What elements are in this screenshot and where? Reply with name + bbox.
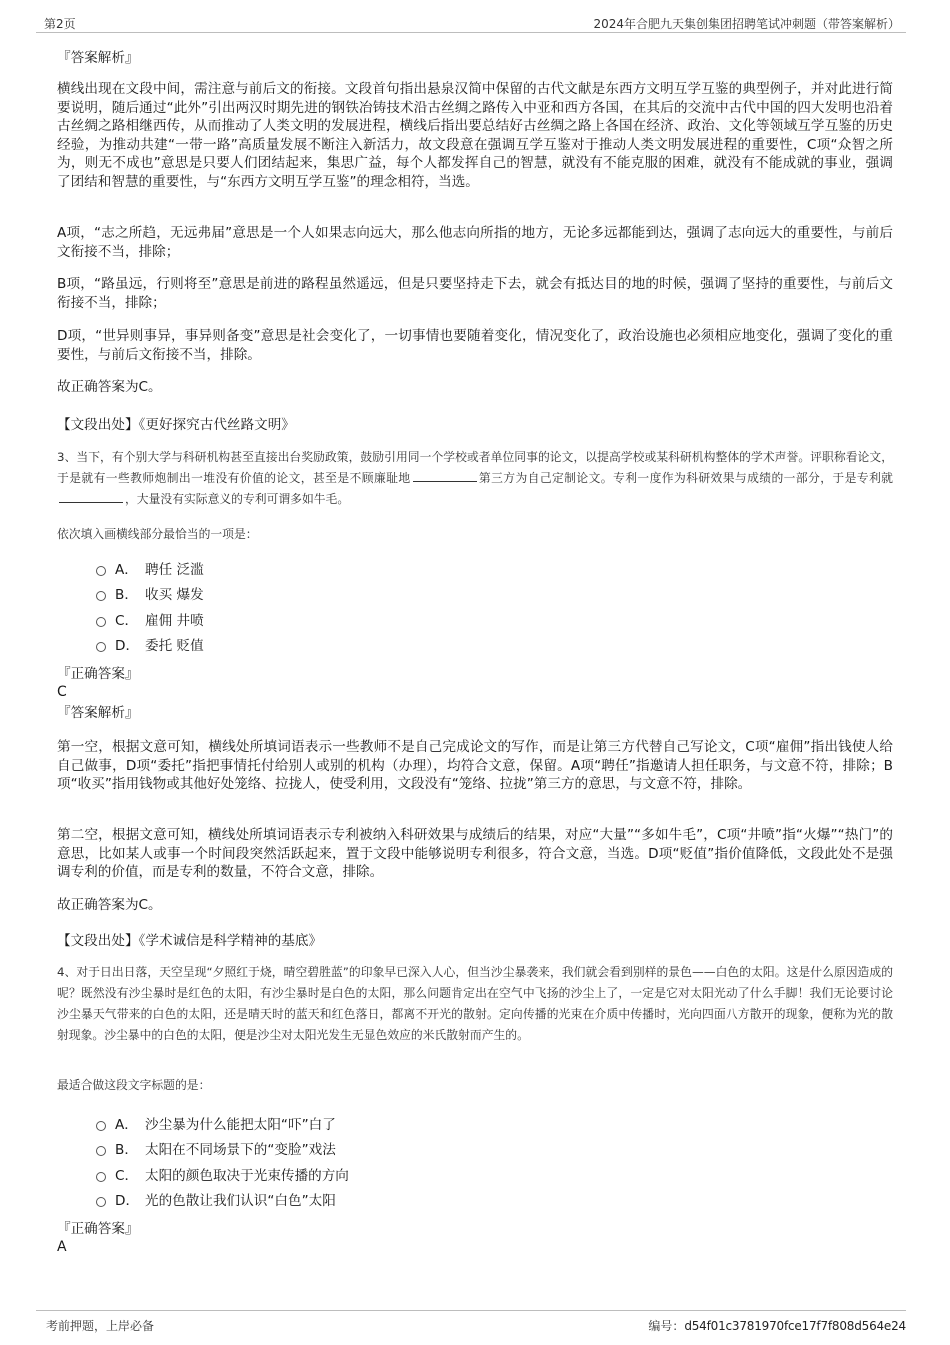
q3-blank-2 <box>59 491 123 503</box>
option-text: 收买 爆发 <box>145 587 204 604</box>
q2-analysis-label: 『答案解析』 <box>57 50 139 66</box>
q4-option-d[interactable] <box>96 1187 696 1213</box>
radio-icon[interactable] <box>96 591 106 601</box>
q3-options <box>96 555 696 657</box>
q3-option-d[interactable] <box>96 632 696 658</box>
option-text: 雇佣 井喷 <box>145 612 204 629</box>
q3-stem-part-1: 3、当下，有个别大学与科研机构甚至直接出台奖励政策，鼓励引用同一个学校或者单位同事的论文，以提高学校或某科研机构整体的学术声誉。评职称看论文，于是就有一些教师炮制出一堆没有价值的论文，甚至是不顾廉耻地 <box>57 450 893 485</box>
option-text: 沙尘暴为什么能把太阳“吓”白了 <box>145 1116 336 1133</box>
option-text: 委托 贬值 <box>145 638 204 655</box>
radio-icon[interactable] <box>96 1121 106 1131</box>
q2-analysis-paragraph-1: 横线出现在文段中间，需注意与前后文的衔接。文段首句指出悬泉汉简中保留的古代文献是东西方文明互学互鉴的典型例子，并对此进行简要说明，随后通过“此外”引出两汉时期先进的钢铁冶铸技术沿古丝绸之路传入中亚和西方各国，在其后的交流中古代中国的四大发明也沿着古丝绸之路相继西传，从而推动了人类文明的发展进程，横线后指出要总结好古丝绸之路上各国在经济、政治、文化等领域互学互鉴的历史经验，为推动共建“一带一路”高质量发展不断注入新活力，故文段意在强调互学互鉴对于推动人类文明发展进程的重要性，C项“众智之所为，则无不成也”意思是只要人们团结起来，集思广益，每个人都发挥自己的智慧，就没有不能克服的困难，就没有不能成就的事业，强调了团结和智慧的重要性，与“东西方文明互学互鉴”的理念相符，当选。 <box>57 81 893 190</box>
footer-slogan: 考前押题，上岸必备 <box>46 1319 155 1333</box>
option-text: 太阳在不同场景下的“变脸”戏法 <box>145 1142 336 1159</box>
page-footer <box>36 1310 906 1337</box>
q3-stem <box>57 447 893 510</box>
q4-option-b[interactable] <box>96 1136 696 1162</box>
radio-icon[interactable] <box>96 1172 106 1182</box>
q3-analysis-paragraph-1: 第一空，根据文意可知，横线处所填词语表示一些教师不是自己完成论文的写作，而是让第三方代替自己写论文，C项“雇佣”指出钱使人给自己做事，D项“委托”指把事情托付给别人或别的机构（办理），均符合文意，保留。A项“聘任”指邀请人担任职务，与文意不符，排除；B项“收买”指用钱物或其他好处笼络、拉拢人，使受利用，文段没有“笼络、拉拢”第三方的意思，与文意不符，排除。 <box>57 739 893 792</box>
page-number: 第2页 <box>44 17 76 31</box>
q4-options <box>96 1110 696 1212</box>
option-letter: A． <box>115 561 138 578</box>
document-title: 2024年合肥九天集创集团招聘笔试冲刺题（带答案解析） <box>593 17 900 31</box>
q3-blank-1 <box>413 470 477 482</box>
q2-source: 【文段出处】《更好探究古代丝路文明》 <box>57 417 295 433</box>
q4-option-c[interactable] <box>96 1161 696 1187</box>
q4-answer-label: 『正确答案』 <box>57 1221 139 1237</box>
q3-answer-label: 『正确答案』 <box>57 666 139 682</box>
option-letter: C． <box>115 1167 139 1184</box>
q2-conclusion: 故正确答案为C。 <box>57 379 162 395</box>
option-letter: C． <box>115 612 139 629</box>
q2-analysis-paragraph-3: B项，“路虽远，行则将至”意思是前进的路程虽然遥远，但是只要坚持走下去，就会有抵达目的地的时候，强调了坚持的重要性，与前后文衔接不当，排除； <box>57 276 893 311</box>
option-letter: D． <box>115 1193 140 1210</box>
q3-conclusion: 故正确答案为C。 <box>57 897 162 913</box>
q3-prompt: 依次填入画横线部分最恰当的一项是： <box>57 527 258 541</box>
option-letter: B． <box>115 587 138 604</box>
q3-answer: C <box>57 684 67 700</box>
q3-analysis-label: 『答案解析』 <box>57 705 139 721</box>
q4-stem: 4、对于日出日落，天空呈现“夕照红于烧，晴空碧胜蓝”的印象早已深入人心，但当沙尘暴袭来，我们就会看到别样的景色——白色的太阳。这是什么原因造成的呢？既然没有沙尘暴时是红色的太阳，有沙尘暴时是白色的太阳，那么问题肯定出在空气中飞扬的沙尘上了，一定是它对太阳光动了什么手脚！我们无论要讨论沙尘暴天气带来的白色的太阳，还是晴天时的蓝天和红色落日，都离不开光的散射。定向传播的光束在介质中传播时，光向四面八方散开的现象，便称为光的散射现象。沙尘暴中的白色的太阳，便是沙尘对太阳光发生无显色效应的米氏散射而产生的。 <box>57 965 893 1042</box>
option-letter: B． <box>115 1142 138 1159</box>
q3-analysis-paragraph-2: 第二空，根据文意可知，横线处所填词语表示专利被纳入科研效果与成绩后的结果，对应“大量”“多如牛毛”，C项“井喷”指“火爆”“热门”的意思，比如某人或事一个时间段突然活跃起来，置于文段中能够说明专利很多，符合文意，当选。D项“贬值”指价值降低，文段此处不是强调专利的价值，而是专利的数量，不符合文意，排除。 <box>57 827 893 880</box>
option-text: 太阳的颜色取决于光束传播的方向 <box>145 1167 349 1184</box>
q3-option-b[interactable] <box>96 581 696 607</box>
option-letter: A． <box>115 1116 138 1133</box>
radio-icon[interactable] <box>96 617 106 627</box>
footer-id-value: d54f01c3781970fce17f7f808d564e24 <box>684 1319 906 1333</box>
footer-id <box>648 1317 906 1334</box>
footer-id-label: 编号： <box>648 1319 685 1333</box>
option-text: 聘任 泛滥 <box>145 561 204 578</box>
radio-icon[interactable] <box>96 566 106 576</box>
q4-answer: A <box>57 1239 67 1255</box>
q4-option-a[interactable] <box>96 1110 696 1136</box>
radio-icon[interactable] <box>96 1146 106 1156</box>
option-text: 光的色散让我们认识“白色”太阳 <box>145 1193 336 1210</box>
q4-prompt: 最适合做这段文字标题的是： <box>57 1078 211 1092</box>
q3-source: 【文段出处】《学术诚信是科学精神的基底》 <box>57 933 323 949</box>
q3-stem-part-2: 第三方为自己定制论文。专利一度作为科研效果与成绩的一部分，于是专利就 <box>478 471 893 485</box>
radio-icon[interactable] <box>96 642 106 652</box>
q2-analysis-paragraph-2: A项，“志之所趋，无远弗届”意思是一个人如果志向远大，那么他志向所指的地方，无论多远都能到达，强调了志向远大的重要性，与前后文衔接不当，排除； <box>57 225 893 260</box>
q3-option-a[interactable] <box>96 555 696 581</box>
option-letter: D． <box>115 638 140 655</box>
page-header <box>36 12 906 33</box>
q3-option-c[interactable] <box>96 606 696 632</box>
q3-stem-part-3: ，大量没有实际意义的专利可谓多如牛毛。 <box>125 492 350 506</box>
radio-icon[interactable] <box>96 1197 106 1207</box>
q2-analysis-paragraph-4: D项，“世异则事异，事异则备变”意思是社会变化了，一切事情也要随着变化，情况变化了，政治设施也必须相应地变化，强调了变化的重要性，与前后文衔接不当，排除。 <box>57 328 893 363</box>
